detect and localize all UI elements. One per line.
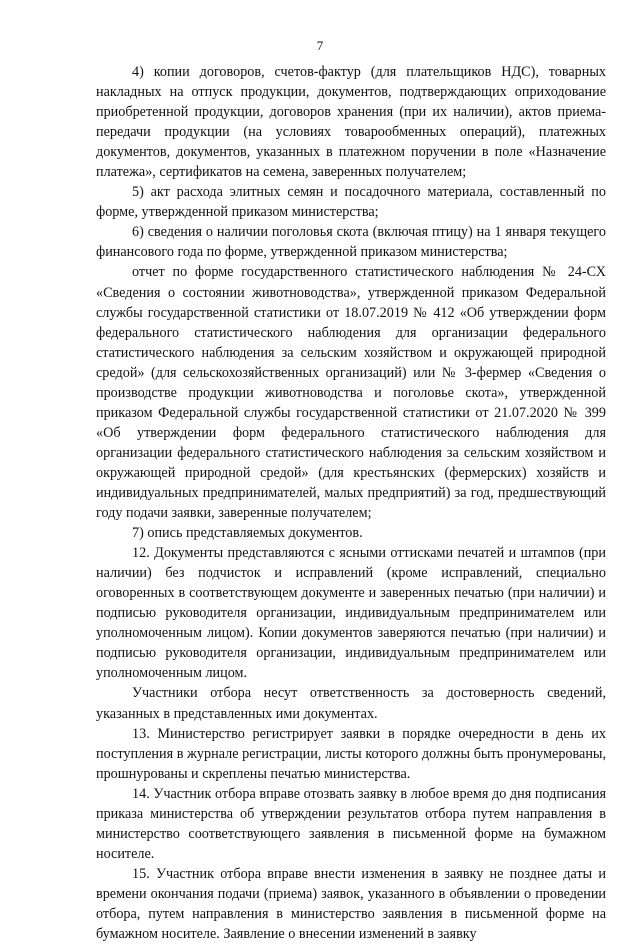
paragraph-statistical-report: отчет по форме государственного статистического наблюдения № 24-СХ «Сведения о состоянии животноводства», утвержденной приказом Федеральной службы государственной статистики от 18.07.2019 № 412 «Об утверждении форм федерального статистического наблюдения для организации федерального статистического наблюдения за сельским хозяйством и окружающей природной средой» (для сельскохозяйственных организаций) или № 3-фермер «Сведения о производстве продукции животноводства и поголовье скота», утвержденной приказом Федеральной службы государственной статистики от 21.07.2020 № 399 «Об утверждении форм федерального статистического наблюдения для организации федерального статистического наблюдения за сельским хозяйством и окружающей природной средой» (для крестьянских (фермерских) хозяйств и индивидуальных предпринимателей, малых предприятий) за год, предшествующий году подачи заявки, заверенные получателем; bbox=[96, 264, 606, 522]
document-body bbox=[96, 62, 606, 944]
paragraph-item-4: 4) копии договоров, счетов-фактур (для плательщиков НДС), товарных накладных на отпуск продукции, документов, подтверждающих оприходование приобретенной продукции, договоров хранения (при их наличии), актов приема-передачи продукции (на условиях товарообменных операций), платежных документов, документов, указанных в платежном поручении в поле «Назначение платежа», сертификатов на семена, заверенных получателем; bbox=[96, 64, 606, 181]
page-number: 7 bbox=[316, 38, 324, 53]
paragraph-item-6: 6) сведения о наличии поголовья скота (включая птицу) на 1 января текущего финансового года по форме, утвержденной приказом министерства; bbox=[96, 224, 606, 261]
paragraph-item-7: 7) опись представляемых документов. bbox=[132, 525, 363, 542]
paragraph-responsibility: Участники отбора несут ответственность за достоверность сведений, указанных в представленных ими документах. bbox=[96, 685, 606, 722]
paragraph-section-14: 14. Участник отбора вправе отозвать заявку в любое время до дня подписания приказа министерства об утверждении результатов отбора путем направления в министерство соответствующего заявления в письменной форме на бумажном носителе. bbox=[96, 785, 606, 862]
paragraph-item-5: 5) акт расхода элитных семян и посадочного материала, составленный по форме, утвержденной приказом министерства; bbox=[96, 184, 606, 221]
paragraph-section-12: 12. Документы представляются с ясными оттисками печатей и штампов (при наличии) без подчисток и исправлений (кроме исправлений, специально оговоренных в соответствующем документе и заверенных печатью (при наличии) и подписью руководителя организации, индивидуальным предпринимателем или уполномоченным лицом). Копии документов заверяются печатью (при наличии) и подписью руководителя организации, индивидуальным предпринимателем или уполномоченным лицом. bbox=[96, 545, 606, 682]
paragraph-section-13: 13. Министерство регистрирует заявки в порядке очередности в день их поступления в журнале регистрации, листы которого должны быть пронумерованы, прошнурованы и скреплены печатью министерства. bbox=[96, 725, 606, 782]
paragraph-section-15: 15. Участник отбора вправе внести изменения в заявку не позднее даты и времени окончания подачи (приема) заявок, указанного в объявлении о проведении отбора, путем направления в министерство заявления в письменной форме на бумажном носителе. Заявление о внесении изменений в заявку bbox=[96, 865, 606, 943]
